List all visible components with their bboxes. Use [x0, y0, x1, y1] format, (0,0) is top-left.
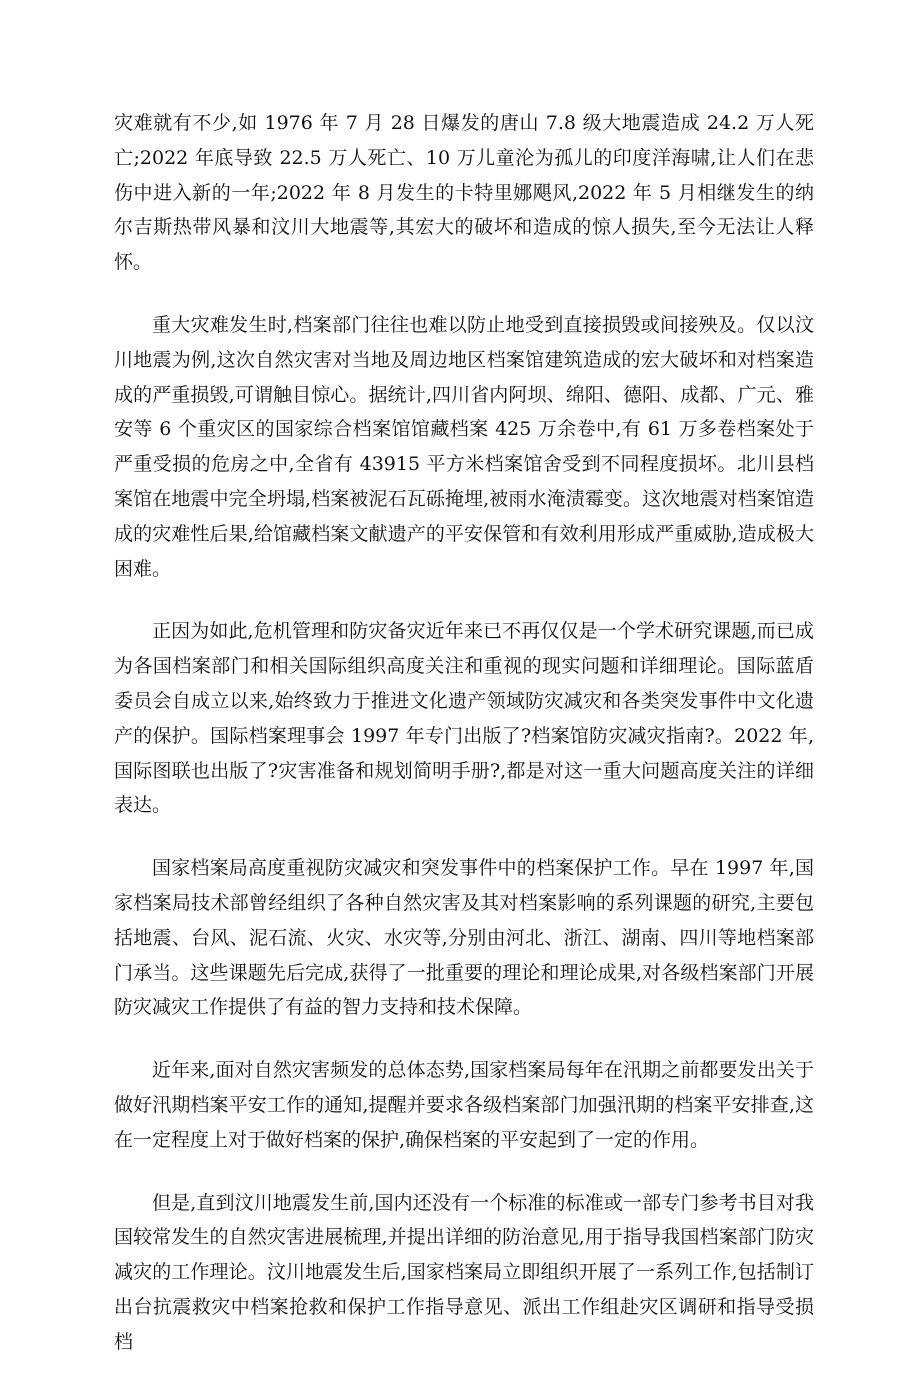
document-body: [114, 106, 814, 1388]
paragraph-2: 重大灾难发生时,档案部门往往也难以防止地受到直接损毁或间接殃及。仅以汶川地震为例,这次自然灾害对当地及周边地区档案馆建筑造成的宏大破坏和对档案造成的严重损毁,可谓触目惊心。据统计,四川省内阿坝、绵阳、德阳、成都、广元、雅安等 6 个重灾区的国家综合档案馆馆藏档案 425 万余卷中,有 61 万多卷档案处于严重受损的危房之中,全省有 43915 平方米档案馆舍受到不同程度损坏。北川县档案馆在地震中完全坍塌,档案被泥石瓦砾掩埋,被雨水淹渍霉变。这次地震对档案馆造成的灾难性后果,给馆藏档案文献遗产的平安保管和有效利用形成严重威胁,造成极大困难。: [114, 313, 814, 580]
paragraph-1: 灾难就有不少,如 1976 年 7 月 28 日爆发的唐山 7.8 级大地震造成 24.2 万人死亡;2022 年底导致 22.5 万人死亡、10 万儿童沦为孤儿的印度洋海啸,让人们在悲伤中进入新的一年;2022 年 8 月发生的卡特里娜飓风,2022 年 5 月相继发生的纳尔吉斯热带风暴和汶川大地震等,其宏大的破坏和造成的惊人损失,至今无法让人释怀。: [114, 112, 814, 274]
paragraph-6: 但是,直到汶川地震发生前,国内还没有一个标准的标准或一部专门参考书目对我国较常发生的自然灾害进展梳理,并提出详细的防治意见,用于指导我国档案部门防灾减灾的工作理论。汶川地震发生后,国家档案局立即组织开展了一系列工作,包括制订出台抗震救灾中档案抢救和保护工作指导意见、派出工作组赴灾区调研和指导受损档: [114, 1191, 814, 1353]
paragraph-4: 国家档案局高度重视防灾减灾和突发事件中的档案保护工作。早在 1997 年,国家档案局技术部曾经组织了各种自然灾害及其对档案影响的系列课题的研究,主要包括地震、台风、泥石流、火灾、水灾等,分别由河北、浙江、湖南、四川等地档案部门承当。这些课题先后完成,获得了一批重要的理论和理论成果,对各级档案部门开展防灾减灾工作提供了有益的智力支持和技术保障。: [114, 857, 814, 1019]
paragraph-3: 正因为如此,危机管理和防灾备灾近年来已不再仅仅是一个学术研究课题,而已成为各国档案部门和相关国际组织高度关注和重视的现实问题和详细理论。国际蓝盾委员会自成立以来,始终致力于推进文化遗产领域防灾减灾和各类突发事件中文化遗产的保护。国际档案理事会 1997 年专门出版了?档案馆防灾减灾指南?。2022 年,国际图联也出版了?灾害准备和规划简明手册?,都是对这一重大问题高度关注的详细表达。: [114, 620, 814, 817]
paragraph-5: 近年来,面对自然灾害频发的总体态势,国家档案局每年在汛期之前都要发出关于做好汛期档案平安工作的通知,提醒并要求各级档案部门加强汛期的档案平安排查,这在一定程度上对于做好档案的保护,确保档案的平安起到了一定的作用。: [114, 1059, 814, 1151]
